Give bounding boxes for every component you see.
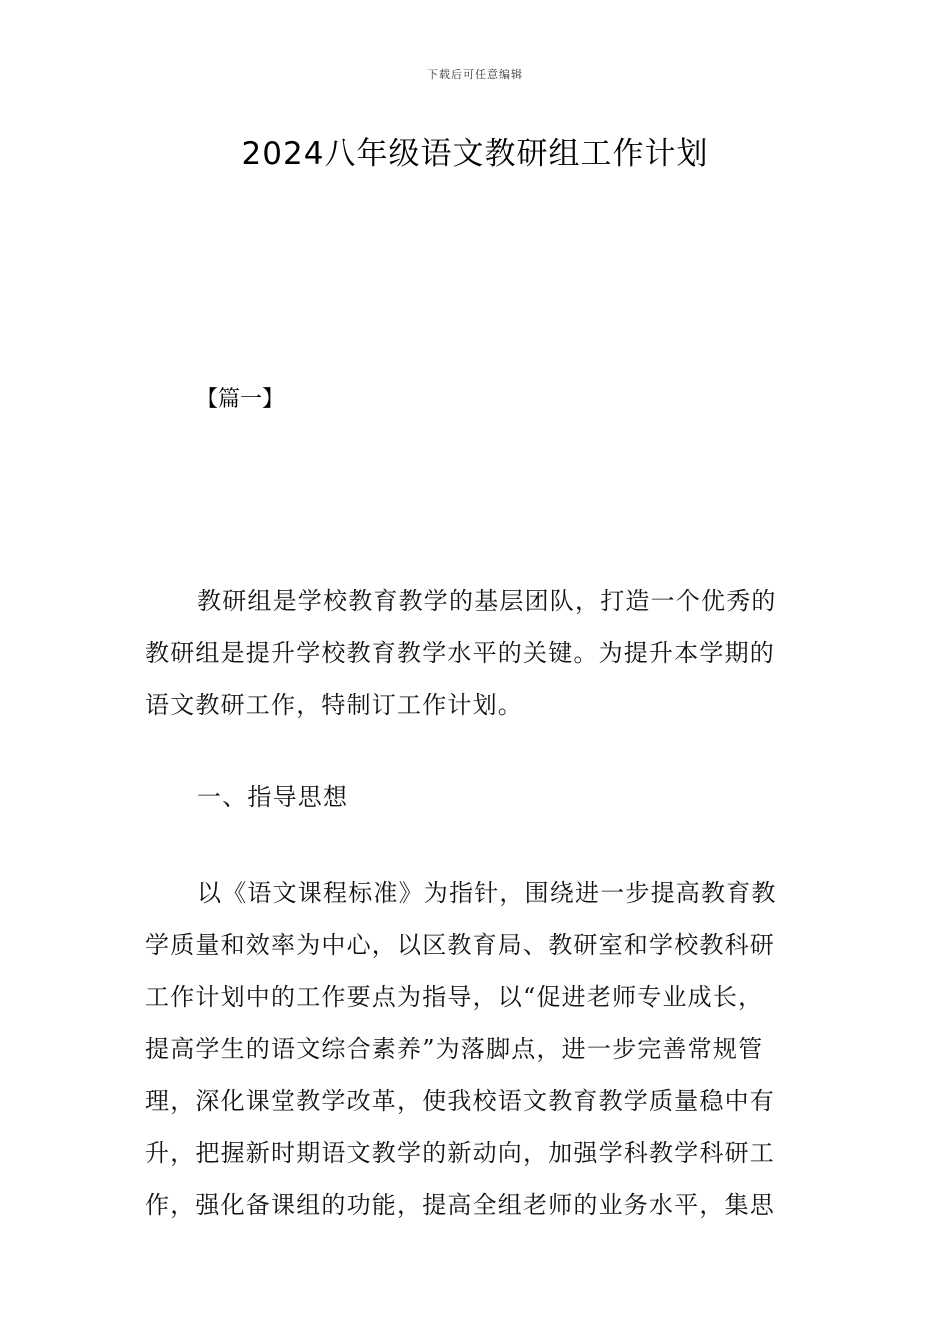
paragraph-line: 提高学生的语文综合素养”为落脚点，进一步完善常规管 bbox=[145, 1035, 764, 1063]
section-heading bbox=[145, 771, 805, 823]
paragraph-line: 学质量和效率为中心，以区教育局、教研室和学校教科研 bbox=[145, 931, 775, 959]
paragraph-line: 工作计划中的工作要点为指导，以“促进老师专业成长， bbox=[145, 983, 764, 1011]
section-label: 【篇一】 bbox=[196, 387, 285, 412]
paragraph-line: 理，深化课堂教学改革，使我校语文教育教学质量稳中有 bbox=[145, 1087, 775, 1115]
paragraph-line: 升，把握新时期语文教学的新动向，加强学科教学科研工 bbox=[145, 1139, 775, 1167]
header-note: 下载后可任意编辑 bbox=[427, 68, 523, 81]
paragraph-line: 语文教研工作，特制订工作计划。 bbox=[145, 691, 523, 719]
heading-line: 一、指导思想 bbox=[197, 783, 349, 811]
intro-paragraph bbox=[145, 575, 805, 731]
guiding-paragraph bbox=[145, 867, 805, 1231]
paragraph-line: 教研组是学校教育教学的基层团队，打造一个优秀的 bbox=[197, 587, 777, 615]
paragraph-line: 教研组是提升学校教育教学水平的关键。为提升本学期的 bbox=[145, 639, 775, 667]
paragraph-line: 作，强化备课组的功能，提高全组老师的业务水平，集思 bbox=[145, 1191, 775, 1219]
paragraph-line: 以《语文课程标准》为指针，围绕进一步提高教育教 bbox=[197, 879, 777, 907]
document-title: 2024八年级语文教研组工作计划 bbox=[241, 136, 709, 172]
